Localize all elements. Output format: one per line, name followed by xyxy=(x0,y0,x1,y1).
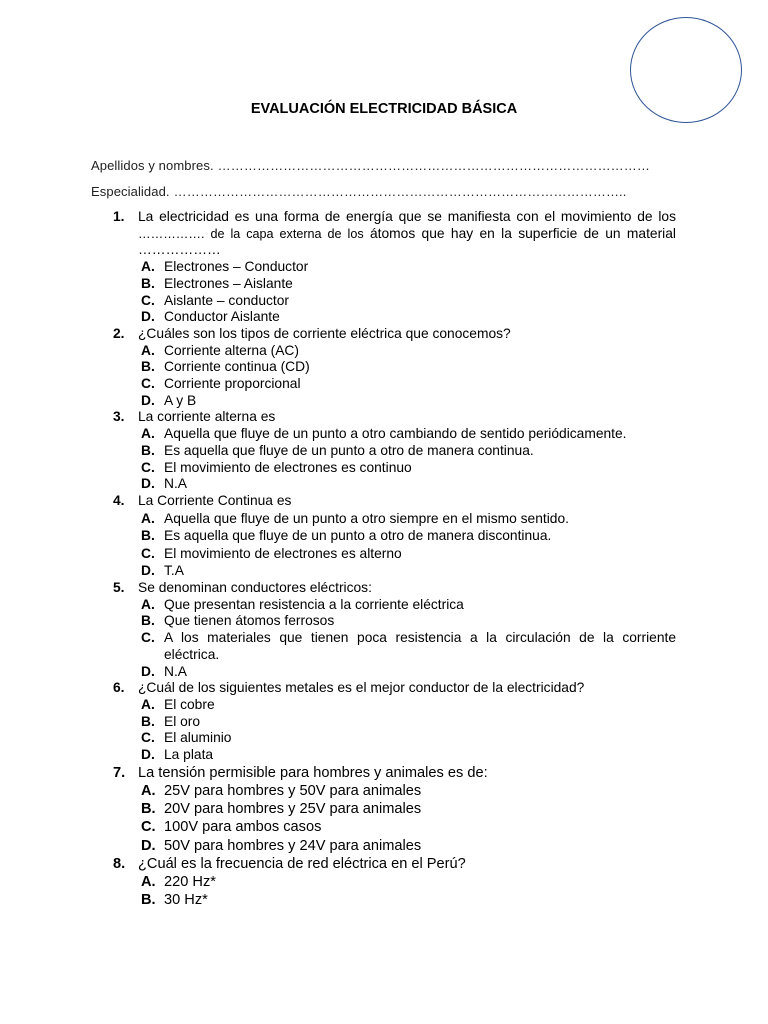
option-list xyxy=(138,597,676,681)
option-text: Aquella que fluye de un punto a otro siempre en el mismo sentido. xyxy=(164,510,569,526)
page-title: EVALUACIÓN ELECTRICIDAD BÁSICA xyxy=(250,101,518,117)
option-letter: D. xyxy=(141,837,156,854)
option-letter: D. xyxy=(141,476,155,492)
option-text: 25V para hombres y 50V para animales xyxy=(164,782,422,799)
option-text: T.A xyxy=(164,563,184,579)
question-5 xyxy=(113,580,676,680)
option-letter: A. xyxy=(141,873,156,890)
option-d[interactable] xyxy=(138,393,676,410)
option-d[interactable] xyxy=(138,562,676,580)
option-text: 50V para hombres y 24V para animales xyxy=(164,837,422,854)
question-text: ¿Cuáles son los tipos de corriente eléctrica que conocemos? xyxy=(138,325,511,341)
option-text: N.A xyxy=(164,663,187,679)
option-c[interactable] xyxy=(138,730,676,747)
option-b[interactable] xyxy=(138,714,676,731)
option-list xyxy=(138,873,676,909)
option-text: 220 Hz* xyxy=(164,873,216,890)
option-text: Corriente alterna (AC) xyxy=(164,342,299,358)
option-letter: D. xyxy=(141,747,155,763)
option-d[interactable] xyxy=(138,309,676,326)
option-list xyxy=(138,426,676,493)
option-letter: A. xyxy=(141,596,155,612)
option-list xyxy=(138,782,676,855)
name-label: Apellidos y nombres. xyxy=(91,158,214,173)
option-a[interactable] xyxy=(138,426,676,443)
option-letter: A. xyxy=(141,696,155,712)
option-letter: A. xyxy=(141,426,155,442)
question-list xyxy=(113,209,676,909)
option-text: Corriente continua (CD) xyxy=(164,359,310,375)
option-a[interactable] xyxy=(138,597,676,614)
option-letter: B. xyxy=(141,892,156,909)
option-c[interactable] xyxy=(138,293,676,310)
option-letter: D. xyxy=(141,392,155,408)
question-text-part: ……………. de la capa externa de los xyxy=(138,226,364,241)
question-1 xyxy=(113,209,676,326)
option-list xyxy=(138,259,676,326)
option-c[interactable] xyxy=(138,545,676,563)
option-b[interactable] xyxy=(138,891,676,909)
question-text: La corriente alterna es xyxy=(138,409,276,425)
name-field xyxy=(91,158,650,173)
option-letter: D. xyxy=(141,563,155,579)
option-text: 20V para hombres y 25V para animales xyxy=(164,801,422,818)
option-list xyxy=(138,343,676,410)
option-text: A y B xyxy=(164,392,197,408)
option-letter: C. xyxy=(141,545,155,561)
option-letter: C. xyxy=(141,730,155,746)
option-b[interactable] xyxy=(138,443,676,460)
name-blank: ……………………………………………………………………………………… xyxy=(217,158,650,173)
option-letter: A. xyxy=(141,259,155,275)
option-letter: C. xyxy=(141,376,155,392)
option-text: Corriente proporcional xyxy=(164,376,301,392)
option-c[interactable] xyxy=(138,818,676,836)
option-a[interactable] xyxy=(138,782,676,800)
option-text: Que presentan resistencia a la corriente eléctrica xyxy=(164,596,464,612)
specialty-field xyxy=(91,184,626,199)
option-c[interactable] xyxy=(138,630,676,663)
option-a[interactable] xyxy=(138,259,676,276)
question-4 xyxy=(113,493,676,580)
option-text: El movimiento de electrones es continuo xyxy=(164,459,412,475)
option-b[interactable] xyxy=(138,527,676,545)
question-text: La tensión permisible para hombres y animales es de: xyxy=(138,764,488,781)
option-a[interactable] xyxy=(138,343,676,360)
question-2 xyxy=(113,326,676,410)
question-number: 5. xyxy=(113,580,125,596)
option-text: 30 Hz* xyxy=(164,892,208,909)
question-8 xyxy=(113,855,676,910)
option-letter: B. xyxy=(141,442,155,458)
option-text: Conductor Aislante xyxy=(164,309,280,325)
option-b[interactable] xyxy=(138,800,676,818)
question-text: La Corriente Continua es xyxy=(138,492,292,508)
option-text: El movimiento de electrones es alterno xyxy=(164,545,402,561)
option-text: Aislante – conductor xyxy=(164,292,290,308)
option-text: Electrones – Aislante xyxy=(164,275,293,291)
option-b[interactable] xyxy=(138,276,676,293)
question-text: Se denominan conductores eléctricos: xyxy=(138,580,372,596)
option-letter: B. xyxy=(141,801,156,818)
option-list xyxy=(138,510,676,580)
option-c[interactable] xyxy=(138,376,676,393)
question-number: 4. xyxy=(113,492,125,508)
option-letter: A. xyxy=(141,510,155,526)
option-text: Es aquella que fluye de un punto a otro de manera discontinua. xyxy=(164,528,552,544)
option-text: Electrones – Conductor xyxy=(164,259,309,275)
option-letter: A. xyxy=(141,782,156,799)
option-letter: C. xyxy=(141,292,155,308)
option-text: El cobre xyxy=(164,696,215,712)
option-b[interactable] xyxy=(138,613,676,630)
question-text-part: La electricidad es una forma de energía que se manifiesta con el movimiento de los xyxy=(138,209,676,224)
question-text xyxy=(138,209,676,259)
question-6 xyxy=(113,680,676,764)
option-letter: D. xyxy=(141,663,155,679)
question-text: ¿Cuál es la frecuencia de red eléctrica en el Perú? xyxy=(138,855,466,872)
option-letter: C. xyxy=(141,819,156,836)
option-text: A los materiales que tienen poca resistencia a la circulación de la corriente eléctrica. xyxy=(164,630,676,662)
question-number: 2. xyxy=(113,325,125,341)
option-b[interactable] xyxy=(138,359,676,376)
question-3 xyxy=(113,409,676,493)
option-d[interactable] xyxy=(138,476,676,493)
option-text: 100V para ambos casos xyxy=(164,819,322,836)
question-7 xyxy=(113,764,676,855)
option-text: La plata xyxy=(164,747,214,763)
option-list xyxy=(138,697,676,764)
option-letter: C. xyxy=(141,459,155,475)
option-text: El oro xyxy=(164,713,201,729)
option-letter: C. xyxy=(141,630,155,646)
option-d[interactable] xyxy=(138,747,676,764)
option-letter: B. xyxy=(141,613,155,629)
option-a[interactable] xyxy=(138,510,676,528)
option-letter: D. xyxy=(141,309,155,325)
option-letter: B. xyxy=(141,359,155,375)
option-d[interactable] xyxy=(138,837,676,855)
question-text: ¿Cuál de los siguientes metales es el mejor conductor de la electricidad? xyxy=(138,680,585,696)
option-d[interactable] xyxy=(138,664,676,681)
option-text: Es aquella que fluye de un punto a otro de manera continua. xyxy=(164,442,534,458)
option-a[interactable] xyxy=(138,873,676,891)
question-text-part: átomos que hay en la superficie de un material ……………… xyxy=(138,225,676,258)
specialty-blank: ………………………………………………………………………………………….. xyxy=(173,184,627,199)
option-letter: B. xyxy=(141,713,155,729)
option-a[interactable] xyxy=(138,697,676,714)
option-letter: B. xyxy=(141,528,155,544)
option-c[interactable] xyxy=(138,460,676,477)
option-text: N.A xyxy=(164,476,187,492)
question-number: 7. xyxy=(113,764,126,781)
question-number: 6. xyxy=(113,680,125,696)
question-number: 3. xyxy=(113,409,125,425)
option-text: Aquella que fluye de un punto a otro cambiando de sentido periódicamente. xyxy=(164,426,627,442)
option-letter: A. xyxy=(141,342,155,358)
option-letter: B. xyxy=(141,275,155,291)
option-text: Que tienen átomos ferrosos xyxy=(164,613,335,629)
question-number: 1. xyxy=(113,209,125,224)
specialty-label: Especialidad. xyxy=(91,184,170,199)
option-text: El aluminio xyxy=(164,730,232,746)
question-number: 8. xyxy=(113,855,126,872)
